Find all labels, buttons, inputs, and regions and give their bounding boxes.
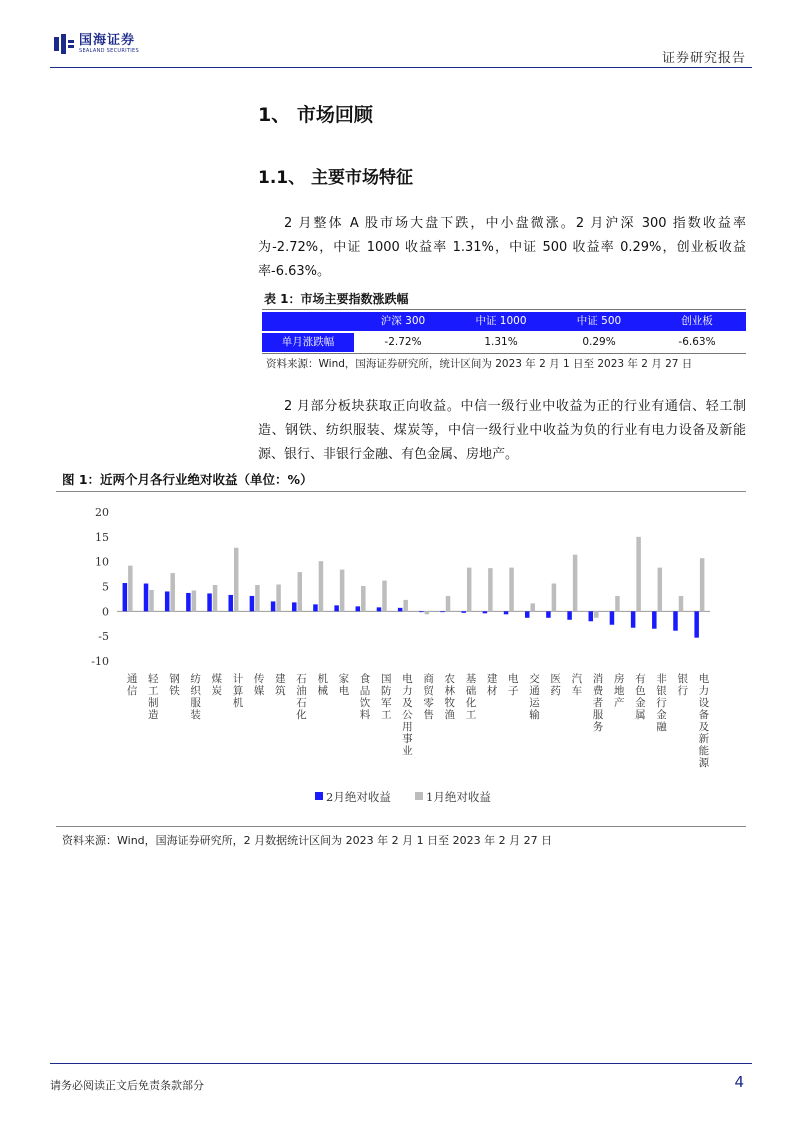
bar-feb [673,611,678,630]
logo-name-en: SEALAND SECURITIES [79,48,139,54]
company-logo [54,34,139,54]
bar-jan [255,585,259,611]
footer-rule [50,1063,752,1064]
x-category-label: 电子 [506,673,519,697]
bar-jan [446,596,451,611]
bar-feb [144,584,149,612]
x-category-label: 传媒 [252,673,265,697]
y-tick-label: 10 [95,555,109,569]
industry-returns-chart [62,495,732,821]
bar-jan [530,603,535,611]
figure-source-note: 资料来源：Wind，国海证券研究所，2 月数据统计区间为 2023 年 2 月 1 日至 2023 年 2 月 27 日 [62,834,553,847]
x-category-label: 食品饮料 [358,673,371,721]
bar-feb [567,611,572,619]
x-category-label: 机械 [316,673,329,697]
bar-jan [319,561,324,611]
bar-jan [213,585,218,611]
bar-jan [573,555,578,612]
bar-jan [234,548,239,612]
bar-jan [192,590,197,611]
table-title: 表 1：市场主要指数涨跌幅 [264,292,409,306]
bar-feb [419,611,424,612]
x-category-label: 有色金属 [633,673,646,721]
table-header-blank [262,312,354,331]
bar-jan [594,611,599,617]
bar-feb [589,611,594,621]
x-category-label: 建筑 [273,673,286,697]
bar-feb [504,611,509,614]
legend-label-feb: 2月绝对收益 [326,790,391,804]
x-category-label: 消费者服务 [591,673,604,733]
bar-jan [276,585,281,612]
bar-feb [292,602,297,611]
x-category-label: 基础化工 [464,673,477,721]
bar-feb [123,583,128,611]
figure-title: 图 1：近两个月各行业绝对收益（单位：%） [62,472,313,487]
bar-feb [461,611,466,612]
x-category-label: 交通运输 [527,673,540,721]
bar-feb [610,611,615,624]
x-category-label: 医药 [549,673,562,697]
table-source-note: 资料来源：Wind，国海证券研究所，统计区间为 2023 年 2 月 1 日至 2023 年 2 月 27 日 [266,358,693,370]
x-category-label: 煤炭 [210,673,223,697]
x-category-label: 汽车 [570,673,583,697]
x-category-label: 商贸零售 [422,673,435,721]
bar-feb [165,591,170,611]
table-header-hs300: 沪深 300 [380,315,426,327]
table-bottom-rule [262,353,746,354]
x-category-label: 轻工制造 [146,673,159,721]
bar-feb [207,593,212,611]
x-category-label: 钢铁 [167,673,180,697]
bar-feb [186,593,191,611]
bar-feb [356,606,361,611]
table-cell-zz1000: 1.31% [484,336,518,348]
x-category-label: 建材 [485,673,498,697]
bar-feb [313,604,318,611]
table-cell-hs300: -2.72% [384,336,422,348]
bar-feb [440,611,445,612]
table-header-cyb: 创业板 [681,315,713,327]
table-header-zz1000: 中证 1000 [475,315,527,327]
x-category-label: 房地产 [612,673,625,709]
bar-jan [170,573,175,611]
x-category-label: 纺织服装 [189,673,202,721]
x-category-label: 电力设备及新能源 [697,673,710,769]
bar-jan [361,586,366,611]
bar-feb [652,611,657,628]
page-header [50,30,752,68]
y-tick-label: 15 [95,530,109,544]
report-type-label: 证券研究报告 [661,51,746,66]
sector-summary-paragraph: 2 月部分板块获取正向收益。中信一级行业中收益为正的行业有通信、轻工制造、钢铁、纺织服装、煤炭等，中信一级行业中收益为负的行业有电力设备及新能源、银行、非银行金融、有色金属、房地产。 [258,399,746,462]
x-category-label: 电力及公用事业 [400,673,413,757]
bar-jan [149,590,154,611]
x-category-label: 农林牧渔 [443,673,456,721]
bar-jan [298,572,303,611]
legend-swatch-feb [315,792,323,800]
y-tick-label: 0 [102,605,109,619]
y-tick-label: 5 [102,580,109,594]
bar-jan [679,596,684,611]
bar-jan [700,558,705,611]
x-category-label: 计算机 [231,673,244,709]
table-row-label: 单月涨跌幅 [262,333,354,352]
y-tick-label: -5 [98,630,109,644]
table-header-zz500: 中证 500 [576,315,622,327]
y-tick-label: 20 [95,506,109,519]
table-cell-zz500: 0.29% [582,336,616,348]
bar-jan [488,568,493,611]
logo-name-cn: 国海证券 [79,33,136,48]
bar-jan [615,596,620,611]
bar-feb [631,611,636,627]
bar-feb [525,611,530,617]
x-category-label: 家电 [337,673,350,697]
section-heading: 1、 市场回顾 [258,104,373,126]
bar-jan [403,600,408,611]
y-tick-label: -10 [91,655,109,668]
bar-jan [425,611,430,614]
bar-feb [271,601,276,611]
bar-feb [377,607,382,611]
figure-bottom-rule [56,826,746,827]
bar-jan [340,570,345,612]
bar-jan [636,537,641,612]
sealand-logo-icon [54,34,74,54]
bar-jan [552,584,557,612]
page-number: 4 [734,1073,744,1091]
legend-swatch-jan [415,792,423,800]
bar-jan [128,566,133,612]
x-category-label: 非银行金融 [655,673,668,733]
bar-feb [228,595,233,611]
market-summary-paragraph: 2 月整体 A 股市场大盘下跌，中小盘微涨。2 月沪深 300 指数收益率为-2.72%，中证 1000 收益率 1.31%，中证 500 收益率 0.29%，创业板收益率-6.63%。 [258,216,746,279]
x-category-label: 国防军工 [379,673,392,721]
bar-feb [250,596,255,611]
bar-jan [467,568,472,612]
table-top-rule [262,309,746,310]
x-category-label: 石油石化 [295,673,308,721]
table-cell-cyb: -6.63% [678,336,716,348]
bar-jan [509,568,514,612]
bar-feb [398,608,403,611]
legend-label-jan: 1月绝对收益 [426,790,491,804]
bar-jan [382,581,387,612]
bar-feb [483,611,488,613]
bar-feb [334,605,339,611]
bar-jan [658,568,663,612]
bar-feb [694,611,699,637]
subsection-heading: 1.1、 主要市场特征 [258,168,414,188]
x-category-label: 银行 [676,673,689,697]
x-category-label: 通信 [125,673,138,697]
footer-disclaimer: 请务必阅读正文后免责条款部分 [50,1079,204,1092]
table-header-row [262,312,746,331]
table-row [262,333,746,352]
figure-top-rule [56,491,746,492]
bar-feb [546,611,551,617]
